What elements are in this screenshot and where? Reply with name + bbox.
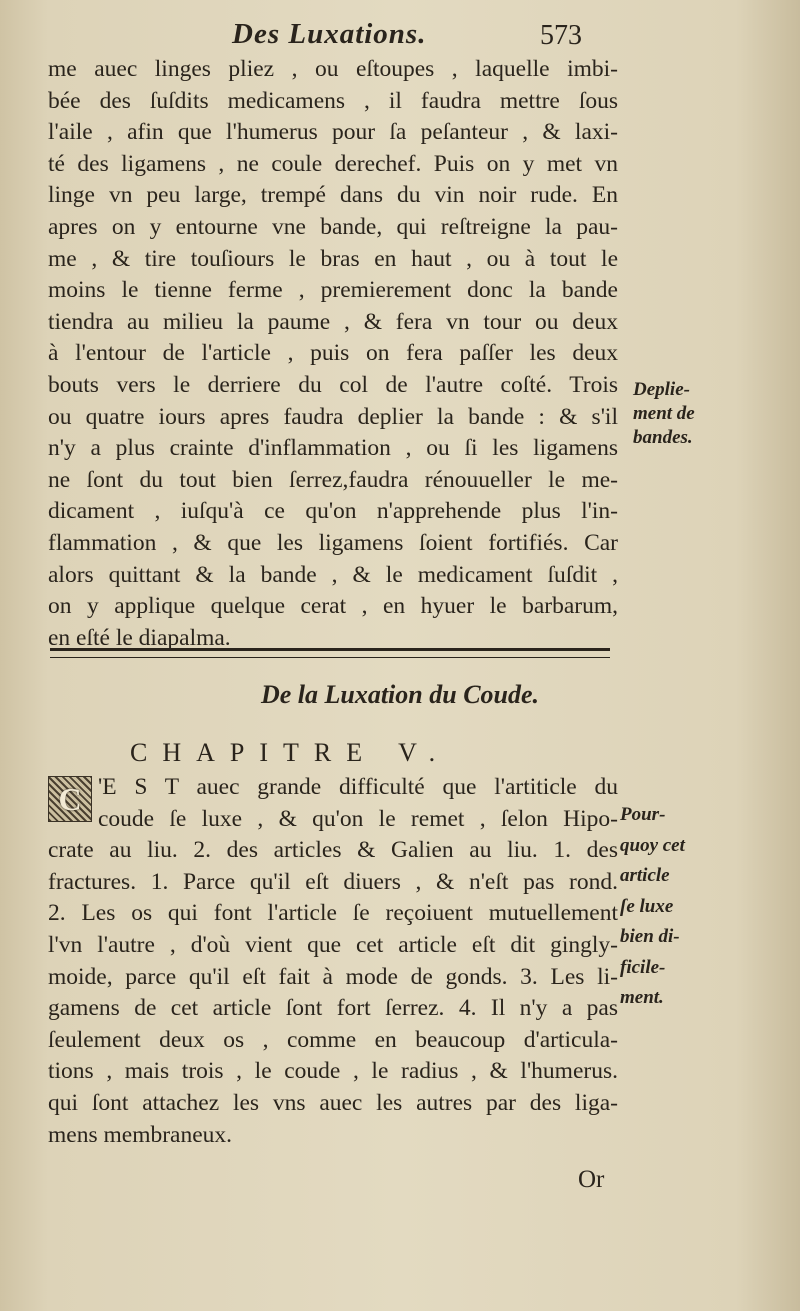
text-line: me auec linges pliez , ou eſtoupes , laquelle imbi- — [48, 56, 618, 82]
text-line: ne ſont du tout bien ſerrez,faudra rénouueller le me- — [48, 466, 618, 493]
text-line: crate au liu. 2. des articles & Galien au liu. 1. des — [48, 837, 618, 864]
text-line: dicament , iuſqu'à ce qu'on n'apprehende plus l'in- — [48, 498, 618, 525]
decorated-initial: C — [48, 776, 92, 822]
text-line: bée des ſuſdits medicamens , il faudra mettre ſous — [48, 87, 618, 114]
margin-note-line: ſe luxe — [620, 895, 674, 917]
margin-note-line: Pour- — [620, 804, 666, 825]
text-line: apres on y entourne vne bande, qui reſtreigne la pau- — [48, 213, 618, 240]
text-line: alors quittant & la bande , & le medicament ſuſdit , — [48, 561, 618, 588]
text-line: l'vn l'autre , d'où vient que cet article eſt dit gingly- — [48, 931, 618, 958]
margin-note-pourquoy — [620, 800, 780, 1014]
margin-note-line: bandes. — [633, 427, 693, 448]
text-line: bouts vers le derriere du col de l'autre coſté. Trois — [48, 371, 618, 398]
catchword: Or — [578, 1166, 605, 1193]
text-line: gamens de cet article ſont fort ſerrez. 4. Il n'y a pas — [48, 995, 618, 1022]
text-line: on y applique quelque cerat , en hyuer le barbarum, — [48, 593, 618, 620]
margin-note-line: ficile- — [620, 956, 666, 978]
text-line: 2. Les os qui font l'article ſe reçoiuent mutuellement — [48, 900, 618, 927]
text-line: fractures. 1. Parce qu'il eſt diuers , & n'eſt pas rond. — [48, 868, 618, 895]
chapter-heading: CHAPITRE V. — [130, 738, 451, 767]
text-line: l'aile , afin que l'humerus pour ſa peſanteur , & laxi- — [48, 119, 618, 146]
text-line: té des ligamens , ne coule derechef. Puis on y met vn — [48, 150, 618, 177]
text-line: me , & tire touſiours le bras en haut , ou à tout le — [48, 245, 618, 272]
page-header — [0, 18, 800, 58]
margin-note-line: ment de — [633, 403, 695, 424]
text-line: flammation , & que les ligamens ſoient fortifiés. Car — [48, 529, 618, 556]
text-line: en eſté le diapalma. — [48, 624, 231, 651]
text-line: moins le tienne ferme , premierement donc la bande — [48, 277, 618, 304]
text-line: à l'entour de l'article , puis on fera paſſer les deux — [48, 340, 618, 367]
section-title: De la Luxation du Coude. — [260, 680, 540, 709]
text-line: ou quatre iours apres faudra deplier la bande : & s'il — [48, 403, 618, 430]
margin-note-line: bien di- — [620, 926, 680, 947]
text-line: n'y a plus crainte d'inflammation , ou ſi les ligamens — [48, 435, 618, 462]
section-divider — [50, 648, 610, 658]
text-line: tions , mais trois , le coude , le radius , & l'humerus. — [48, 1058, 618, 1085]
margin-note-line: ment. — [620, 987, 664, 1008]
text-line: 'E S T auec grande difficulté que l'artiticle du — [98, 774, 618, 800]
text-line: mens membraneux. — [48, 1121, 233, 1148]
page-number: 573 — [540, 20, 582, 51]
margin-note-line: Deplie- — [633, 379, 690, 400]
paragraph-2 — [48, 772, 618, 1151]
text-line: coude ſe luxe , & qu'on le remet , ſelon Hipo- — [98, 805, 618, 832]
paragraph-1 — [48, 54, 618, 654]
margin-note-line: article — [620, 865, 670, 886]
text-line: linge vn peu large, trempé dans du vin noir rude. En — [48, 182, 618, 209]
margin-note-line: quoy cet — [620, 834, 685, 856]
text-line: tiendra au milieu la paume , & fera vn tour ou deux — [48, 308, 618, 335]
text-line: qui ſont attachez les vns auec les autres par des liga- — [48, 1089, 618, 1116]
running-title: Des Luxations. — [232, 18, 427, 50]
margin-note-deplier — [633, 378, 793, 450]
text-line: ſeulement deux os , comme en beaucoup d'articula- — [48, 1026, 618, 1053]
text-line: moide, parce qu'il eſt fait à mode de gonds. 3. Les li- — [48, 963, 618, 990]
